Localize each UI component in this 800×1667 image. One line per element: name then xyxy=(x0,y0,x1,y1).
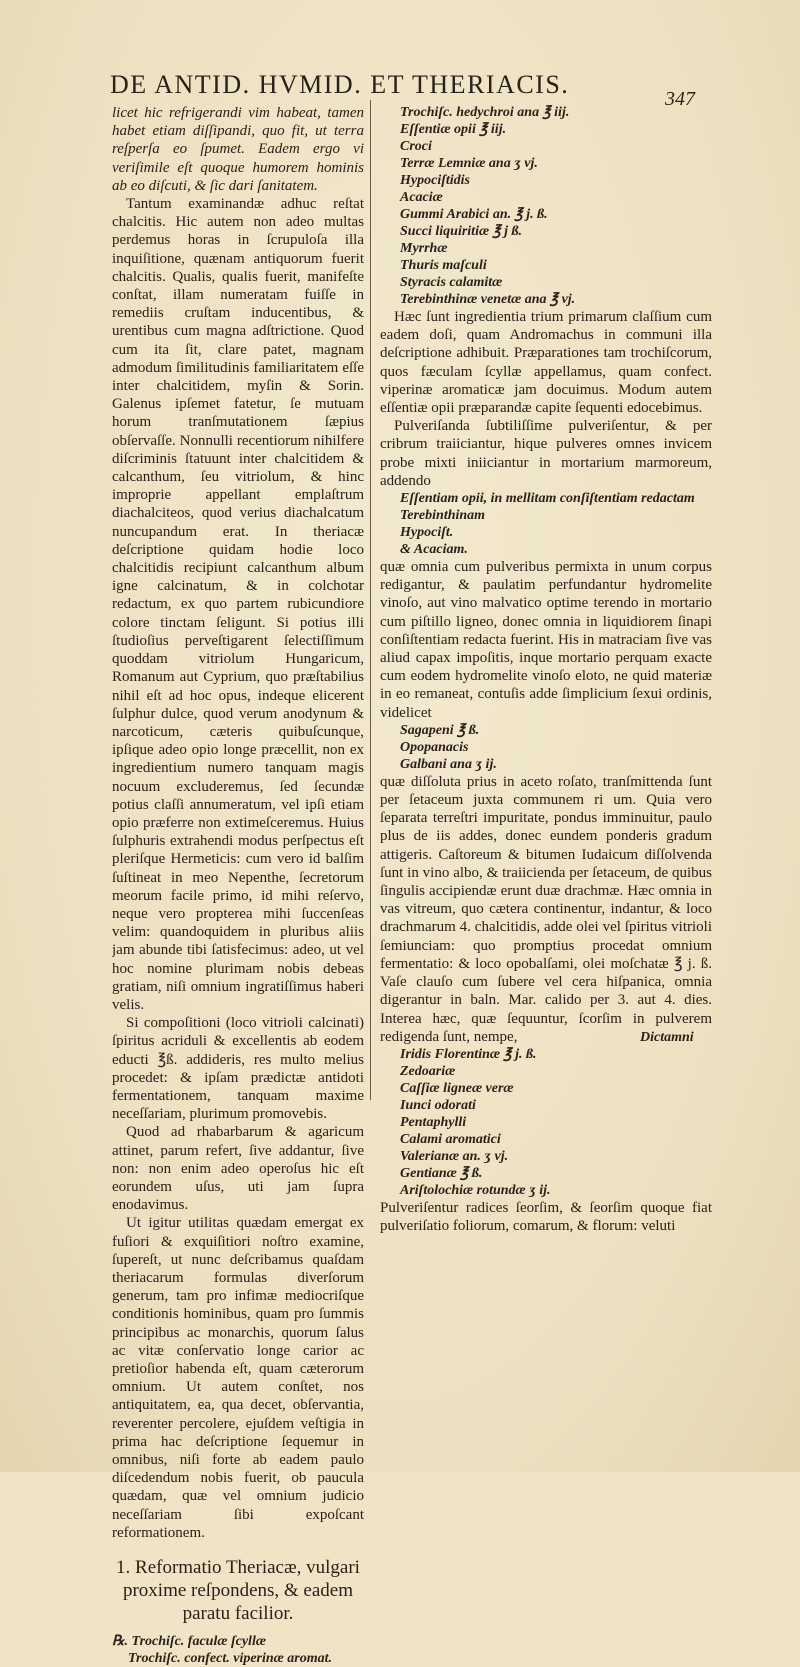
ingredient: Styracis calamitæ xyxy=(400,275,503,290)
paragraph-permixta: quæ omnia cum pulveribus permixta in unum corpus redigantur, & paulatim perfundantur hydromelite vinoſo, aut vino malvatico optime terendo in mortario cum piſtillo ligneo, donec omnia in liquidiorem ſinapi conſiſtentiam redacta fuerint. His in matraciam ſive vas aliud capax impoſitis, inque mortario perquam exacte cum eodem hydromelite vinoſo eloto, ne quid materiæ in eo remaneat, contuſis adde ſimplicium ſexui ordinis, videlicet xyxy=(380,559,712,721)
ingredient: Hypociſtidis xyxy=(400,173,470,188)
ingredient: Eſſentiæ opii ℥ iij. xyxy=(400,122,507,137)
ingredient: Terebinthinam xyxy=(400,508,486,524)
ingredient: Sagapeni ℥ ß. xyxy=(400,722,480,738)
ingredient: Galbani ana ʒ ij. xyxy=(400,756,497,772)
ingredient: Zedoariæ xyxy=(400,1063,456,1079)
paragraph-chalcitis: Tantum examinandæ adhuc reſtat chalcitis. Hic autem non adeo multas perdemus horas in ſcrupuloſa illa inquiſitione, quænam antiquorum fuerit chalcitis. Qualis, qualis fuerit, manifeſte conſtat, illam numeratam fuiſſe in remediis cruſtam inducentibus, & urentibus cum magna adſtrictione. Quod cum ita ſit, clare patet, magnam admodum ſimilitudinis familiaritatem eſſe inter chalcitidem, myſin & Sorin. Galenus ipſemet fatetur, ſe mutuam horum tranſmutationem ſæpius obſervaſſe. Nonnulli recentiorum nihilfere diſcriminis ſtatuunt inter chalcitidem & calcanthum, ſeu vitriolum, & hinc improprie appellant emplaſtrum diachalciteos, quod verius diachalcatum nuncupandum erat. In theriacæ deſcriptione quidam hodie loco chalcitidis recipiunt calcanthum album igne calcinatum, & in colchotar redactum, ex quo partem rubicundiore colore tinctam ſeligunt. Si potius illi ſtudioſius perveſtigarent ſelectiſſimum quoddam vitriolum Hungaricum, Romanum aut Cyprium, quo præſtabilius nihil eſt ad hoc opus, indeque elicerent ſulphur dulce, quod verum anodynum & narcoticum, cæteris quibuſcunque, ipſique adeo opio longe præcellit, non ex ingredientium numero tanquam magis nocuum excluderemus, ſed ſecundæ potius claſſi annumeratum, vel ipſi etiam opio præferre non extimeſceremus. Huius ſulphuris extrahendi modus perſpectus eſt pleriſque Hermeticis: cum vero id balſim ſuſtineat in meo Nepenthe, ſecretorum meorum facile primo, id mihi reſervo, neque vero propterea mihi ſuccenſeas velim: quandoquidem in pluribus aliis jam abunde tibi ſatisfecimus: adeo, ut vel hoc nomine plurimam nobis debeas gratiam, niſi omnium ingratiſſimus haberi velis. xyxy=(112,196,364,1013)
recipe-line: Trochiſc. confect. viperinæ aromat. xyxy=(128,1651,333,1667)
paragraph-pulveri: Pulveriſentur radices ſeorſim, & ſeorſim quoque fiat pulveriſatio foliorum, comarum, & florum: veluti xyxy=(380,1199,712,1235)
ingredient: Gummi Arabici an. ℥ j. ß. xyxy=(400,207,548,222)
ingredient: Caſſiæ ligneæ veræ xyxy=(400,1080,514,1096)
ingredient: & Acaciam. xyxy=(400,542,468,558)
ingredient: Iridis Florentinæ ℥ j. ß. xyxy=(400,1046,537,1062)
ingredient: Ariſtolochiæ rotundæ ʒ ij. xyxy=(400,1182,551,1198)
page-number: 347 xyxy=(665,88,695,110)
ingredient-list-c xyxy=(380,722,712,773)
ingredient: Gentianæ ℥ ß. xyxy=(400,1165,483,1181)
ingredient-list-b xyxy=(380,490,712,558)
running-title: DE ANTID. HVMID. ET THERIACIS. xyxy=(110,70,570,99)
left-column xyxy=(112,104,364,1667)
catchword: Dictamni xyxy=(640,1030,694,1045)
ingredient: Thuris maſculi xyxy=(400,258,487,273)
ingredient: Pentaphylli xyxy=(400,1114,467,1130)
intro-italic-text: licet hic refrigerandi vim habeat, tamen habet etiam diſſipandi, quo fit, ut terra reſperſa eo ſpumet. Eadem ergo vi veriſimile eſt quoque humorem hominis ab eo diſcuti, & ſic dari ſanitatem. xyxy=(112,105,364,194)
paragraph-pulverisanda: Pulveriſanda ſubtiliſſime pulveriſentur, & per cribrum traiiciantur, hique pulveres omnes invicem probe mixti iniiciantur in mortarium marmoreum, addendo xyxy=(380,418,712,489)
ingredient-list-d xyxy=(380,1046,712,1199)
paragraph-rhabarbarum: Quod ad rhabarbarum & agaricum attinet, parum refert, ſive addantur, ſive non: non enim adeo operoſus hic eſt eorundem uſus, uti jam ſupra enodavimus. xyxy=(112,1124,364,1214)
ingredient-list-a xyxy=(380,104,712,308)
paragraph-dissoluta: quæ diſſoluta prius in aceto roſato, tranſmittenda ſunt per ſetaceum juxta communem ri um. Quia vero ſeparata terreſtri impuritate, pondus imminuitur, paulo plus de iis addes, donec eundem ponderis gradum attigeris. Caſtoreum & bitumen Iudaicum diſſolvenda ſunt in vino albo, & traiicienda per ſetaceum, de quibus ſingulis accipiendæ erunt duæ drachmæ. Hæc omnia in vas vitreum, quo cætera continentur, indantur, & loco drachmarum 4. chalcitidis, adde olei vel ſpiritus vitrioli ſemiunciam: quo promptius procedat omnium fermentatio: & loco opobalſami, olei moſchatæ ℥ j. ß. Vaſe clauſo cum ſubere vel cera hiſpanica, omnia digerantur in baln. Mar. calido per 3. aut 4. dies. Interea hæc, quæ ſequuntur, ſcorſim in pulverem redigenda ſunt, nempe, xyxy=(380,773,712,1045)
ingredient: Valerianæ an. ʒ vj. xyxy=(400,1148,509,1164)
ingredient: Myrrhæ xyxy=(400,241,448,256)
ingredient: Opopanacis xyxy=(400,739,469,755)
section-heading-reformatio: 1. Reformatio Theriacæ, vulgari proxime reſpondens, & eadem paratu facilior. xyxy=(116,1557,360,1625)
paragraph-spiritus: Si compoſitioni (loco vitrioli calcinati) ſpiritus acriduli & excellentis ab eodem educti ℥ß. addideris, res multo melius procedet: & ipſam prædictæ antidoti fermentationem, tanquam maxime neceſſariam, plurimum promovebis. xyxy=(112,1015,364,1123)
ingredient: Trochiſc. hedychroi ana ℥ iij. xyxy=(400,105,570,120)
ingredient: Acaciæ xyxy=(400,190,443,205)
ingredient: Eſſentiam opii, in mellitam conſiſtentiam redactam xyxy=(400,491,695,507)
ingredient: Croci xyxy=(400,139,432,154)
ingredient: Calami aromatici xyxy=(400,1131,501,1147)
ingredient: Hypociſt. xyxy=(400,525,454,541)
right-column xyxy=(380,104,712,1235)
paragraph-utilitas: Ut igitur utilitas quædam emergat ex fuſiori & exquiſitiori noſtro examine, ſupereſt, ut nunc deſcribamus quaſdam theriacarum formulas diverſorum generum, tam pro infimæ mediocriſque conditionis hominibus, quam pro ſummis principibus ac monarchis, quorum ſalus ac vitæ conſervatio longe carior ac pretioſior habenda eſt, quam cæterorum omnium. Ut autem conſtet, nos antiquitatem, ea, qua decet, obſervantia, reverenter percolere, ejuſdem veſtigia in prima hac deſcriptione ſequemur in omnibus, niſi forte ab eadem paulo diſcedendum nobis fuerit, ob paucula quædam, quæ vel omnium judicio neceſſariam ſibi expoſcant reformationem. xyxy=(112,1215,364,1541)
paragraph-ingredientia: Hæc ſunt ingredientia trium primarum claſſium cum eadem doſi, quam Andromachus in communi illa deſcriptione adhibuit. Præparationes tam trochiſcorum, quos fæculam ſcyllæ appellamus, quam confect. viperinæ aromaticæ jam docuimus. Modum autem eſſentiæ opii præparandæ capite ſequenti edocebimus. xyxy=(380,309,712,417)
ingredient: Terræ Lemniæ ana ʒ vj. xyxy=(400,156,538,171)
ingredient: Terebinthinæ venetæ ana ℥ vj. xyxy=(400,292,576,307)
ingredient: Iunci odorati xyxy=(400,1097,476,1113)
recipe-line: ℞. Trochiſc. faculæ ſcyllæ xyxy=(112,1634,266,1650)
column-divider xyxy=(370,100,371,1100)
ingredient: Succi liquiritiæ ℥ j ß. xyxy=(400,224,523,239)
